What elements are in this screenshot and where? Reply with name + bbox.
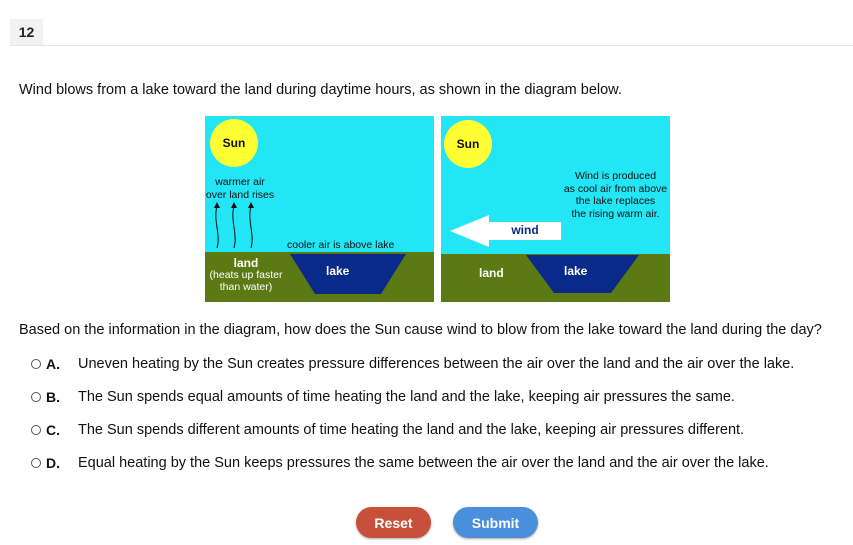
land-label: land [479, 266, 504, 280]
choice-text: Equal heating by the Sun keeps pressures the same between the air over the land and the air over the lake. [78, 455, 769, 471]
wind-label: wind [511, 223, 539, 237]
radio-button-b[interactable] [31, 392, 41, 402]
diagram-right-panel [441, 116, 670, 302]
choice-d[interactable] [31, 453, 769, 473]
choice-letter: B. [46, 389, 60, 405]
choice-a[interactable] [31, 354, 794, 374]
wind-explanation-label: Wind is produced as cool air from above the lake replaces the rising warm air. [563, 170, 668, 220]
choice-b[interactable] [31, 387, 735, 407]
radio-button-a[interactable] [31, 359, 41, 369]
reset-button[interactable]: Reset [356, 507, 431, 538]
cool-air-label: cooler air is above lake [287, 239, 395, 251]
choice-c[interactable] [31, 420, 744, 440]
choice-letter: A. [46, 356, 60, 372]
question-number: 12 [10, 19, 43, 45]
diagram-left-panel [205, 116, 434, 302]
choice-text: The Sun spends different amounts of time heating the land and the lake, keeping air pressures different. [78, 422, 745, 438]
choice-text: The Sun spends equal amounts of time heating the land and the lake, keeping air pressures the same. [78, 389, 735, 405]
lake-label: lake [326, 264, 350, 278]
lake-label: lake [564, 264, 588, 278]
question-intro: Wind blows from a lake toward the land during daytime hours, as shown in the diagram below. [19, 82, 622, 98]
choice-letter: C. [46, 422, 60, 438]
question-prompt: Based on the information in the diagram, how does the Sun cause wind to blow from the lake toward the land during the day? [19, 322, 822, 338]
land-label: land (heats up faster than water) [209, 256, 283, 293]
choice-letter: D. [46, 455, 60, 471]
warm-air-label: warmer air over land rises [205, 176, 275, 201]
radio-button-c[interactable] [31, 425, 41, 435]
sun-icon: Sun [210, 119, 258, 167]
choice-text: Uneven heating by the Sun creates pressure differences between the air over the land and the air over the lake. [78, 356, 795, 372]
submit-button[interactable]: Submit [453, 507, 538, 538]
radio-button-d[interactable] [31, 458, 41, 468]
header-divider [10, 45, 853, 46]
sun-icon: Sun [444, 120, 492, 168]
rising-air-arrows [216, 206, 252, 248]
